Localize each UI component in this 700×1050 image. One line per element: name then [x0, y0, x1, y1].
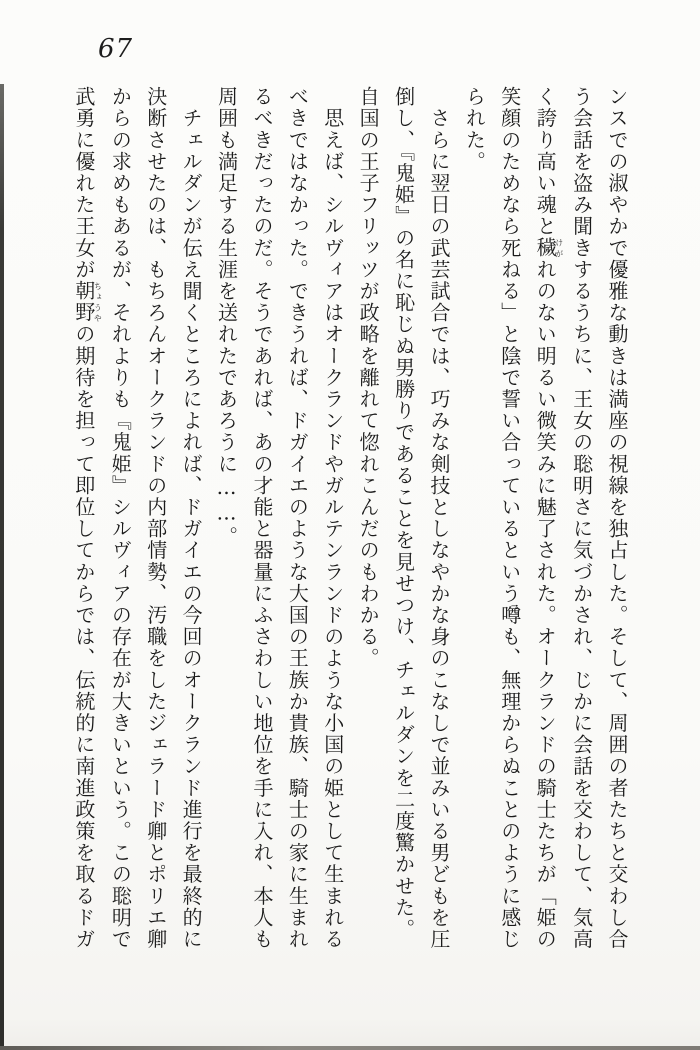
text-line: 倒し、『鬼姫』の名に恥じぬ男勝りであることを見せつけ、チェルダンを二度驚かせた。: [391, 86, 416, 940]
text-line: ンスでの淑やかで優雅な動きは満座の視線を独占した。そして、周囲の者たちと交わし合: [605, 86, 629, 950]
text-line: 周囲も満足する生涯を送れたであろうに……。: [214, 86, 239, 548]
text-line: 決断させたのは、もちろんオークランドの内部情勢、汚職をしたジェラード卿とポリエ卿: [143, 86, 168, 950]
page-edge-left-line: [0, 84, 4, 1050]
text-line: べきではなかった。できうれば、ドガイエのような大国の王族か貴族、騎士の家に生まれ: [285, 86, 310, 950]
text-line: 自国の王子フリッツが政略を離れて惚れこんだのもわかる。: [356, 86, 381, 670]
vertical-text-block: [68, 86, 634, 952]
page-edge-bottom-line: [0, 1046, 700, 1050]
text-line: からの求めもあるが、それよりも『鬼姫』シルヴィアの存在が大きいという。この聡明で: [108, 86, 133, 950]
text-line: く誇り高い魂と穢けがれのない明るい微笑みに魅了された。オークランドの騎士たちが「姫の: [533, 86, 564, 951]
text-line: 武勇に優れた王女が朝野ちょうやの期待を担って即位してからでは、伝統的に南進政策を取るドガ: [71, 86, 103, 951]
text-line: られた。: [462, 86, 487, 173]
text-line: 思えば、シルヴィアはオークランドやガルテンランドのような小国の姫として生まれる: [320, 86, 345, 950]
text-line: チェルダンが伝え聞くところによれば、ドガイエの今回のオークランド進行を最終的に: [179, 86, 204, 950]
text-line: るべきだったのだ。そうであれば、あの才能と器量にふさわしい地位を手に入れ、本人も: [249, 86, 274, 950]
page-number: 67: [98, 34, 134, 64]
text-line: う会話を盗み聞きするうちに、王女の聡明さに気づかされ、じかに会話を交わして、気高: [569, 86, 594, 950]
text-line: 笑顔のためなら死ねる」と陰で誓い合っているという噂も、無理からぬことのように感じ: [497, 86, 522, 950]
text-line: さらに翌日の武芸試合では、巧みな剣技としなやかな身のこなしで並みいる男どもを圧: [426, 86, 451, 950]
